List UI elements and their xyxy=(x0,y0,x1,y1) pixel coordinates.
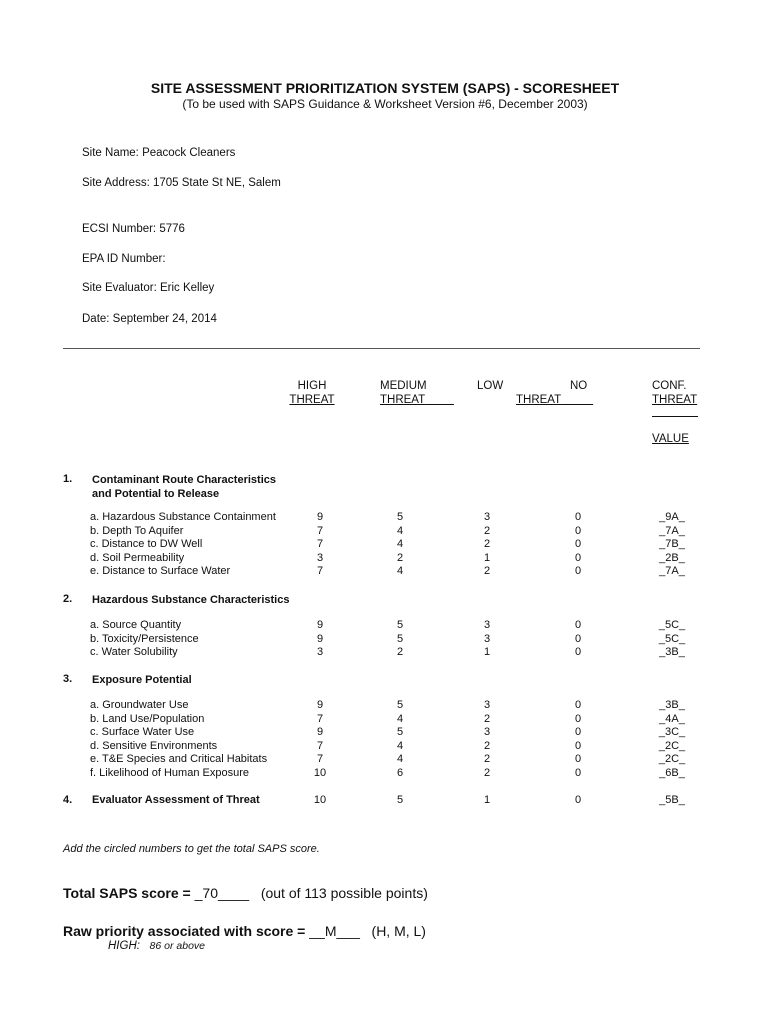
table-row xyxy=(0,633,770,647)
confidence-value: _5C_ xyxy=(658,632,686,645)
low-score: 2 xyxy=(483,538,491,550)
raw-priority-suffix: (H, M, L) xyxy=(371,923,426,939)
section-number: 2. xyxy=(63,593,73,605)
low-score: 3 xyxy=(483,619,491,631)
raw-priority-value: __M___ xyxy=(309,923,360,939)
row-label: c. Distance to DW Well xyxy=(90,538,203,550)
no-score: 0 xyxy=(574,646,582,658)
row-label: b. Depth To Aquifer xyxy=(90,524,184,537)
column-header-conf xyxy=(652,379,697,407)
low-score: 2 xyxy=(483,766,491,779)
no-score: 0 xyxy=(574,538,582,550)
high-score: 7 xyxy=(316,739,324,752)
section-title: Evaluator Assessment of Threat xyxy=(92,794,260,806)
medium-score: 5 xyxy=(396,619,404,631)
instruction-note: Add the circled numbers to get the total SAPS score. xyxy=(63,843,320,855)
row-label: d. Soil Permeability xyxy=(90,551,185,564)
ecsi-number: ECSI Number: 5776 xyxy=(82,223,185,235)
section-title-line: Contaminant Route Characteristics xyxy=(92,474,276,486)
no-score: 0 xyxy=(574,726,582,738)
confidence-value: _2B_ xyxy=(659,551,685,564)
table-row xyxy=(0,538,770,552)
high-score: 10 xyxy=(313,766,327,779)
no-score: 0 xyxy=(574,524,582,537)
column-header-no-threat xyxy=(516,393,593,407)
section-title: Exposure Potential xyxy=(92,674,192,686)
no-score: 0 xyxy=(574,794,582,806)
row-label: b. Land Use/Population xyxy=(90,712,205,725)
table-row xyxy=(0,619,770,633)
no-threat-label: THREAT xyxy=(516,394,562,406)
medium-score: 5 xyxy=(396,632,404,645)
page-title: SITE ASSESSMENT PRIORITIZATION SYSTEM (SAPS) - SCORESHEET xyxy=(150,80,620,96)
no-score: 0 xyxy=(574,551,582,564)
medium-score: 2 xyxy=(396,646,404,658)
conf-label: CONF. xyxy=(652,380,687,392)
total-saps-score xyxy=(63,885,428,901)
low-score: 2 xyxy=(483,524,491,537)
row-label: a. Groundwater Use xyxy=(90,699,189,711)
section-number: 1. xyxy=(63,473,73,485)
high-score: 3 xyxy=(316,646,324,658)
section-title: Hazardous Substance Characteristics xyxy=(92,594,290,606)
low-score: 3 xyxy=(483,699,491,711)
total-score-label: Total SAPS score = xyxy=(63,885,195,901)
confidence-value: _3B_ xyxy=(659,646,685,658)
medium-score: 4 xyxy=(396,712,404,725)
high-score: 7 xyxy=(316,524,324,537)
medium-score: 4 xyxy=(396,753,404,765)
column-header-no: NO xyxy=(570,380,588,392)
confidence-value: _6B_ xyxy=(659,766,685,779)
epa-id-number: EPA ID Number: xyxy=(82,253,166,265)
low-score: 2 xyxy=(483,739,491,752)
row-label: d. Sensitive Environments xyxy=(90,739,218,752)
confidence-value: _7B_ xyxy=(659,538,685,550)
confidence-value: _2C_ xyxy=(658,753,686,765)
column-header-medium xyxy=(380,379,454,407)
confidence-value: _3B_ xyxy=(659,699,685,711)
confidence-value: _9A_ xyxy=(659,511,685,523)
medium-label: MEDIUM xyxy=(380,380,427,392)
high-score: 9 xyxy=(316,632,324,645)
high-score: 7 xyxy=(316,538,324,550)
low-score: 1 xyxy=(483,794,491,806)
row-label: c. Water Solubility xyxy=(90,646,178,658)
row-label: a. Hazardous Substance Containment xyxy=(90,511,276,523)
page-subtitle: (To be used with SAPS Guidance & Worksheet Version #6, December 2003) xyxy=(182,97,588,111)
high-threat-label: THREAT xyxy=(289,394,335,406)
high-threshold-label: HIGH: xyxy=(108,940,140,952)
medium-score: 5 xyxy=(396,726,404,738)
confidence-value: _5B_ xyxy=(659,794,685,806)
no-score: 0 xyxy=(574,766,582,779)
row-label: b. Toxicity/Persistence xyxy=(90,632,199,645)
high-score: 3 xyxy=(316,551,324,564)
row-label: f. Likelihood of Human Exposure xyxy=(90,766,249,779)
high-score: 7 xyxy=(316,712,324,725)
section-title-line: and Potential to Release xyxy=(92,488,220,500)
high-score: 9 xyxy=(316,726,324,738)
low-score: 3 xyxy=(483,511,491,523)
table-row xyxy=(0,767,770,781)
high-threshold-value: 86 or above xyxy=(149,940,206,952)
table-row xyxy=(0,552,770,566)
high-score: 7 xyxy=(316,753,324,765)
confidence-value: _2C_ xyxy=(658,739,686,752)
low-score: 2 xyxy=(483,753,491,765)
high-score: 9 xyxy=(316,619,324,631)
conf-underline xyxy=(652,416,698,417)
table-row xyxy=(0,753,770,767)
evaluation-date: Date: September 24, 2014 xyxy=(82,313,217,325)
confidence-value: _7A_ xyxy=(659,565,685,577)
value-label: VALUE xyxy=(652,433,689,445)
table-row xyxy=(0,646,770,660)
section-number: 3. xyxy=(63,673,73,685)
table-row xyxy=(0,525,770,539)
confidence-value: _3C_ xyxy=(658,726,686,738)
medium-score: 5 xyxy=(396,511,404,523)
high-score: 9 xyxy=(316,511,324,523)
row-label: c. Surface Water Use xyxy=(90,726,195,738)
low-score: 3 xyxy=(483,632,491,645)
table-row xyxy=(0,713,770,727)
no-score: 0 xyxy=(574,753,582,765)
no-score: 0 xyxy=(574,712,582,725)
low-score: 3 xyxy=(483,726,491,738)
confidence-value: _5C_ xyxy=(658,619,686,631)
medium-score: 4 xyxy=(396,524,404,537)
medium-score: 4 xyxy=(396,565,404,577)
medium-score: 4 xyxy=(396,739,404,752)
site-name: Site Name: Peacock Cleaners xyxy=(82,147,236,159)
low-score: 2 xyxy=(483,565,491,577)
table-row xyxy=(0,740,770,754)
medium-score: 6 xyxy=(396,766,404,779)
no-score: 0 xyxy=(574,565,582,577)
confidence-value: _4A_ xyxy=(659,712,685,725)
no-score: 0 xyxy=(574,699,582,711)
table-row xyxy=(0,565,770,579)
medium-score: 4 xyxy=(396,538,404,550)
table-row xyxy=(0,699,770,713)
site-address: Site Address: 1705 State St NE, Salem xyxy=(82,177,281,189)
table-row xyxy=(0,794,770,808)
column-header-value xyxy=(652,432,689,446)
medium-score: 5 xyxy=(396,794,404,806)
column-header-high xyxy=(289,379,335,407)
table-row xyxy=(0,511,770,525)
high-threshold-note xyxy=(108,940,205,952)
section-number: 4. xyxy=(63,794,73,806)
low-score: 1 xyxy=(483,646,491,658)
medium-threat-label: THREAT xyxy=(380,394,426,406)
total-score-suffix: (out of 113 possible points) xyxy=(260,885,428,901)
high-score: 9 xyxy=(316,699,324,711)
raw-priority xyxy=(63,923,426,939)
high-label: HIGH xyxy=(297,380,327,392)
no-score: 0 xyxy=(574,739,582,752)
confidence-value: _7A_ xyxy=(659,524,685,537)
no-score: 0 xyxy=(574,632,582,645)
no-score: 0 xyxy=(574,619,582,631)
divider xyxy=(63,348,700,349)
row-label: e. Distance to Surface Water xyxy=(90,565,231,577)
total-score-value: _70____ xyxy=(194,885,250,901)
row-label: e. T&E Species and Critical Habitats xyxy=(90,753,268,765)
conf-threat-label: THREAT xyxy=(652,394,698,406)
medium-score: 5 xyxy=(396,699,404,711)
low-score: 1 xyxy=(483,551,491,564)
column-header-low: LOW xyxy=(477,380,504,392)
high-score: 7 xyxy=(316,565,324,577)
no-score: 0 xyxy=(574,511,582,523)
raw-priority-label: Raw priority associated with score = xyxy=(63,923,310,939)
medium-score: 2 xyxy=(396,551,404,564)
table-row xyxy=(0,726,770,740)
low-score: 2 xyxy=(483,712,491,725)
row-label: a. Source Quantity xyxy=(90,619,182,631)
site-evaluator: Site Evaluator: Eric Kelley xyxy=(82,282,215,294)
section-title xyxy=(92,473,276,501)
high-score: 10 xyxy=(313,794,327,806)
